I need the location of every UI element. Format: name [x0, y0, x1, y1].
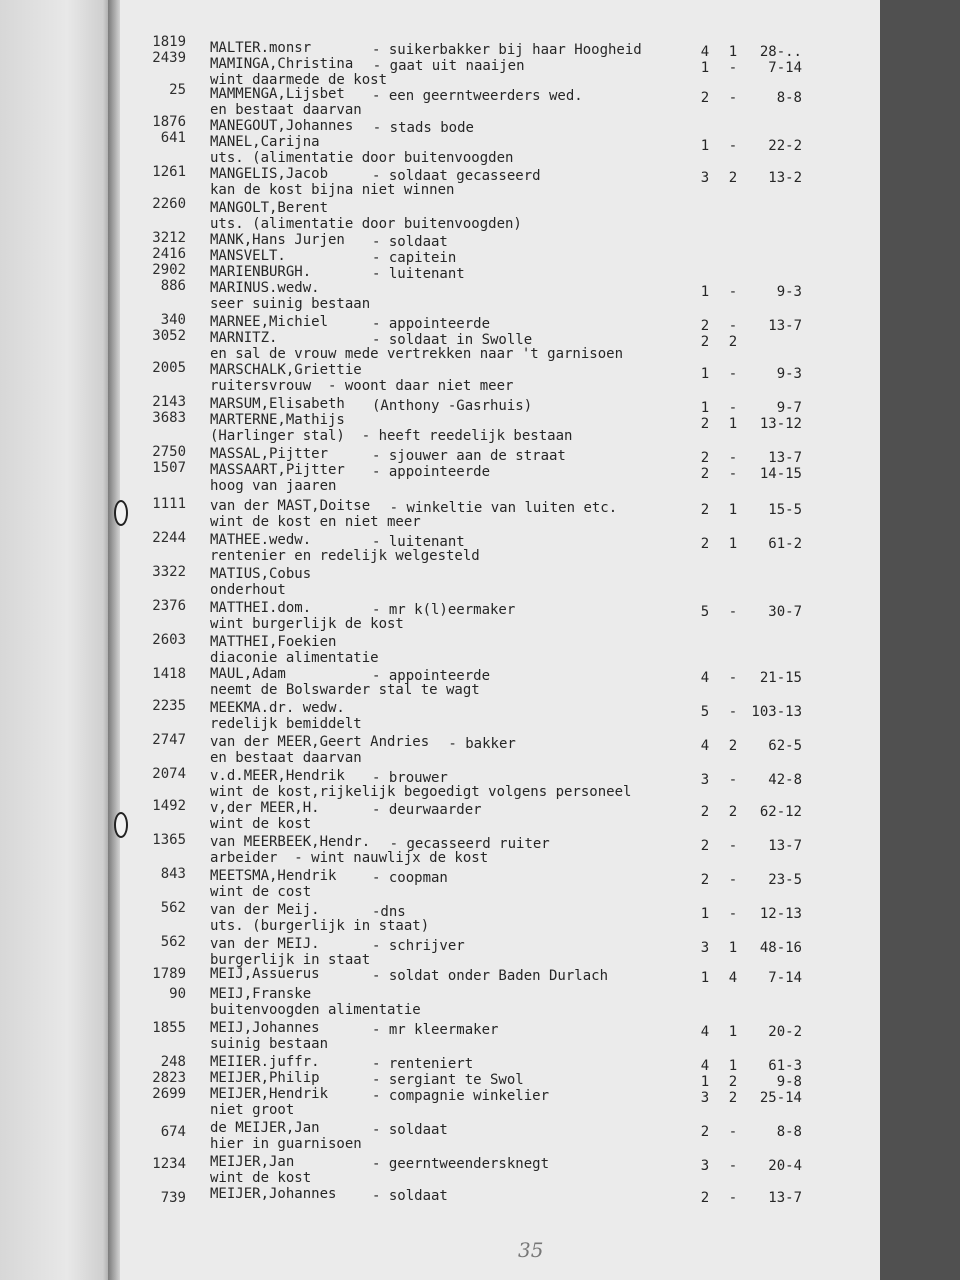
- entry-household: 2: [700, 804, 710, 820]
- entry-occupation: - geerntweendersknegt: [372, 1156, 550, 1172]
- entry-occupation: - brouwer: [372, 770, 448, 786]
- entry-name: van der Meij.: [210, 902, 320, 918]
- entry-number: 2902: [152, 262, 186, 278]
- entry-number: 90: [169, 986, 186, 1002]
- entry-note: ruitersvrouw - woont daar niet meer: [210, 378, 514, 394]
- entry-number: 3212: [152, 230, 186, 246]
- entry-number: 1261: [152, 164, 186, 180]
- entry-occupation: - gecasseerd ruiter: [389, 836, 550, 852]
- entry-household: 1: [700, 400, 710, 416]
- entry-occupation: - soldaat: [372, 1188, 448, 1204]
- entry-name: MARTERNE,Mathijs: [210, 412, 345, 428]
- entry-household: 4: [700, 1024, 710, 1040]
- entry-occupation: - schrijver: [372, 938, 465, 954]
- entry-amount: 13-7: [768, 1190, 802, 1206]
- entry-note: onderhout: [210, 582, 286, 598]
- entry-occupation: - luitenant: [372, 266, 465, 282]
- entry-number: 3683: [152, 410, 186, 426]
- entry-name: van der MEIJ.: [210, 936, 320, 952]
- entry-name: MANSVELT.: [210, 248, 286, 264]
- entry-occupation: - compagnie winkelier: [372, 1088, 550, 1104]
- entry-household: 3: [700, 1158, 710, 1174]
- entry-name: van der MEER,Geert Andries: [210, 734, 430, 750]
- entry-number: 2747: [152, 732, 186, 748]
- entry-name: MATIUS,Cobus: [210, 566, 312, 582]
- entry-note: wint de kost: [210, 1170, 312, 1186]
- entry-occupation: - suikerbakker bij haar Hoogheid: [372, 42, 642, 58]
- entry-children: 1: [728, 1058, 738, 1074]
- entry-children: 2: [728, 804, 738, 820]
- entry-children: 2: [728, 1074, 738, 1090]
- entry-number: 25: [169, 82, 186, 98]
- entry-amount: 62-12: [759, 804, 802, 820]
- entry-amount: 9-8: [776, 1074, 802, 1090]
- entry-amount: 103-13: [751, 704, 802, 720]
- entry-children: 1: [728, 502, 738, 518]
- entry-note: wint de kost en niet meer: [210, 514, 421, 530]
- left-page-edge: [0, 0, 112, 1280]
- entry-occupation: - sergiant te Swol: [372, 1072, 524, 1088]
- entry-name: MANK,Hans Jurjen: [210, 232, 345, 248]
- entry-amount: 23-5: [768, 872, 802, 888]
- entry-number: 2439: [152, 50, 186, 66]
- entry-children: -: [728, 1158, 738, 1174]
- entry-name: MATTHEI.dom.: [210, 600, 312, 616]
- entry-occupation: - appointeerde: [372, 316, 491, 332]
- entry-amount: 7-14: [768, 970, 802, 986]
- entry-household: 2: [700, 502, 710, 518]
- entry-number: 739: [160, 1190, 186, 1206]
- entry-note: neemt de Bolswarder stal te wagt: [210, 682, 480, 698]
- entry-number: 3322: [152, 564, 186, 580]
- entry-amount: 9-3: [776, 284, 802, 300]
- entry-amount: 8-8: [776, 1124, 802, 1140]
- entry-household: 2: [700, 90, 710, 106]
- entry-number: 2143: [152, 394, 186, 410]
- entry-children: -: [728, 450, 738, 466]
- entry-children: -: [728, 318, 738, 334]
- entry-name: MARINUS.wedw.: [210, 280, 320, 296]
- entry-number: 2416: [152, 246, 186, 262]
- entry-amount: 48-16: [759, 940, 802, 956]
- entry-children: 2: [728, 1090, 738, 1106]
- entry-occupation: - coopman: [372, 870, 448, 886]
- entry-occupation: - soldaat in Swolle: [372, 332, 533, 348]
- entry-number: 1819: [152, 34, 186, 50]
- entry-amount: 14-15: [759, 466, 802, 482]
- entry-name: MASSAL,Pijtter: [210, 446, 329, 462]
- entry-number: 248: [160, 1054, 186, 1070]
- entry-household: 1: [700, 1074, 710, 1090]
- entry-number: 2750: [152, 444, 186, 460]
- entry-name: MASSAART,Pijtter: [210, 462, 345, 478]
- entry-number: 340: [160, 312, 186, 328]
- entry-amount: 8-8: [776, 90, 802, 106]
- entry-note: buitenvoogden alimentatie: [210, 1002, 421, 1018]
- entry-children: -: [728, 872, 738, 888]
- entry-number: 2603: [152, 632, 186, 648]
- entry-number: 843: [160, 866, 186, 882]
- entry-note: kan de kost bijna niet winnen: [210, 182, 455, 198]
- entry-children: -: [728, 90, 738, 106]
- entry-note: en bestaat daarvan: [210, 750, 362, 766]
- entry-amount: 28-..: [759, 44, 802, 60]
- entry-occupation: - renteniert: [372, 1056, 474, 1072]
- entry-amount: 13-7: [768, 838, 802, 854]
- entry-note: wint de cost: [210, 884, 312, 900]
- entry-note: redelijk bemiddelt: [210, 716, 362, 732]
- entry-occupation: - mr kleermaker: [372, 1022, 499, 1038]
- entry-amount: 61-3: [768, 1058, 802, 1074]
- entry-name: MANEGOUT,Johannes: [210, 118, 354, 134]
- entry-name: MEIJER,Philip: [210, 1070, 320, 1086]
- entry-number: 2074: [152, 766, 186, 782]
- entry-name: MEEKMA.dr. wedw.: [210, 700, 345, 716]
- entry-household: 2: [700, 334, 710, 350]
- entry-household: 2: [700, 416, 710, 432]
- entry-name: MEIIER.juffr.: [210, 1054, 320, 1070]
- entry-occupation: - een geerntweerders wed.: [372, 88, 583, 104]
- entry-number: 1789: [152, 966, 186, 982]
- entry-number: 1234: [152, 1156, 186, 1172]
- entry-household: 1: [700, 284, 710, 300]
- entry-number: 2823: [152, 1070, 186, 1086]
- entry-household: 5: [700, 704, 710, 720]
- entry-amount: 25-14: [759, 1090, 802, 1106]
- entry-note: diaconie alimentatie: [210, 650, 379, 666]
- entry-household: 2: [700, 1124, 710, 1140]
- entry-name: MEIJER,Johannes: [210, 1186, 337, 1202]
- entry-amount: 20-2: [768, 1024, 802, 1040]
- entry-note: wint de kost,rijkelijk begoedigt volgens personeel: [210, 784, 632, 800]
- entry-household: 3: [700, 1090, 710, 1106]
- entry-number: 674: [160, 1124, 186, 1140]
- entry-children: -: [728, 772, 738, 788]
- entry-name: MARIENBURGH.: [210, 264, 312, 280]
- entry-occupation: - stads bode: [372, 120, 474, 136]
- entry-amount: 15-5: [768, 502, 802, 518]
- entry-children: -: [728, 1124, 738, 1140]
- entry-occupation: - appointeerde: [372, 668, 491, 684]
- entry-number: 2235: [152, 698, 186, 714]
- entry-amount: 13-12: [759, 416, 802, 432]
- entry-note: seer suinig bestaan: [210, 296, 371, 312]
- entry-number: 1111: [152, 496, 186, 512]
- entry-household: 2: [700, 872, 710, 888]
- entry-name: MEIJ,Assuerus: [210, 966, 320, 982]
- entry-name: MARNEE,Michiel: [210, 314, 329, 330]
- entry-number: 3052: [152, 328, 186, 344]
- entry-note: hoog van jaaren: [210, 478, 337, 494]
- entry-note: en sal de vrouw mede vertrekken naar 't garnisoen: [210, 346, 624, 362]
- entry-occupation: (Anthony -Gasrhuis): [372, 398, 533, 414]
- entry-children: -: [728, 704, 738, 720]
- entry-household: 2: [700, 838, 710, 854]
- entry-note: wint burgerlijk de kost: [210, 616, 404, 632]
- entry-amount: 30-7: [768, 604, 802, 620]
- entry-number: 2260: [152, 196, 186, 212]
- entry-occupation: - appointeerde: [372, 464, 491, 480]
- entry-amount: 62-5: [768, 738, 802, 754]
- entry-children: 2: [728, 334, 738, 350]
- entry-note: rentenier en redelijk welgesteld: [210, 548, 480, 564]
- entry-amount: 7-14: [768, 60, 802, 76]
- entry-children: 1: [728, 940, 738, 956]
- entry-children: -: [728, 466, 738, 482]
- entry-note: wint daarmede de kost: [210, 72, 388, 88]
- entry-occupation: - capitein: [372, 250, 457, 266]
- entry-amount: 22-2: [768, 138, 802, 154]
- entry-number: 1365: [152, 832, 186, 848]
- entry-household: 3: [700, 170, 710, 186]
- entry-note: burgerlijk in staat: [210, 952, 371, 968]
- entry-number: 886: [160, 278, 186, 294]
- entry-name: de MEIJER,Jan: [210, 1120, 320, 1136]
- entry-household: 1: [700, 970, 710, 986]
- entry-name: MARSUM,Elisabeth: [210, 396, 345, 412]
- entry-number: 562: [160, 934, 186, 950]
- entry-amount: 21-15: [759, 670, 802, 686]
- entry-name: MARSCHALK,Griettie: [210, 362, 362, 378]
- entry-household: 3: [700, 772, 710, 788]
- entry-note: wint de kost: [210, 816, 312, 832]
- entry-household: 2: [700, 466, 710, 482]
- entry-name: MANGELIS,Jacob: [210, 166, 329, 182]
- entry-name: MATTHEI,Foekien: [210, 634, 337, 650]
- entry-number: 1876: [152, 114, 186, 130]
- entry-occupation: - mr k(l)eermaker: [372, 602, 516, 618]
- entry-note: uts. (burgerlijk in staat): [210, 918, 430, 934]
- entry-name: MANEL,Carijna: [210, 134, 320, 150]
- entry-name: MATHEE.wedw.: [210, 532, 312, 548]
- entry-children: 1: [728, 1024, 738, 1040]
- entry-children: 1: [728, 416, 738, 432]
- entry-children: -: [728, 604, 738, 620]
- entry-number: 1492: [152, 798, 186, 814]
- entry-amount: 61-2: [768, 536, 802, 552]
- entry-children: 2: [728, 738, 738, 754]
- entry-amount: 9-7: [776, 400, 802, 416]
- entry-occupation: - luitenant: [372, 534, 465, 550]
- entry-children: -: [728, 284, 738, 300]
- entry-amount: 12-13: [759, 906, 802, 922]
- entry-occupation: - deurwaarder: [372, 802, 482, 818]
- entry-children: -: [728, 906, 738, 922]
- entry-occupation: - sjouwer aan de straat: [372, 448, 566, 464]
- entry-occupation: - soldaat: [372, 234, 448, 250]
- entry-occupation: - soldaat gecasseerd: [372, 168, 541, 184]
- entry-household: 2: [700, 450, 710, 466]
- entry-name: MEIJER,Jan: [210, 1154, 295, 1170]
- entry-household: 1: [700, 906, 710, 922]
- entry-household: 3: [700, 940, 710, 956]
- entry-name: van MEERBEEK,Hendr.: [210, 834, 371, 850]
- entry-number: 562: [160, 900, 186, 916]
- entry-household: 5: [700, 604, 710, 620]
- entry-amount: 20-4: [768, 1158, 802, 1174]
- entry-children: -: [728, 838, 738, 854]
- entry-name: MAMMENGA,Lijsbet: [210, 86, 345, 102]
- entry-occupation: -dns: [372, 904, 406, 920]
- entry-amount: 9-3: [776, 366, 802, 382]
- entry-children: -: [728, 1190, 738, 1206]
- entry-children: 4: [728, 970, 738, 986]
- entry-children: 2: [728, 170, 738, 186]
- entry-note: hier in guarnisoen: [210, 1136, 362, 1152]
- entry-number: 2244: [152, 530, 186, 546]
- entry-household: 2: [700, 1190, 710, 1206]
- entry-note: uts. (alimentatie door buitenvoogden: [210, 150, 514, 166]
- entry-note: suinig bestaan: [210, 1036, 329, 1052]
- entry-note: arbeider - wint nauwlijx de kost: [210, 850, 489, 866]
- entry-number: 1855: [152, 1020, 186, 1036]
- entry-household: 4: [700, 1058, 710, 1074]
- entry-household: 2: [700, 536, 710, 552]
- entry-name: MEETSMA,Hendrik: [210, 868, 337, 884]
- entry-children: -: [728, 400, 738, 416]
- entry-name: MEIJ,Franske: [210, 986, 312, 1002]
- background-edge: [880, 0, 960, 1280]
- entry-children: -: [728, 138, 738, 154]
- entry-occupation: - bakker: [448, 736, 516, 752]
- entry-amount: 13-2: [768, 170, 802, 186]
- entry-name: MARNITZ.: [210, 330, 278, 346]
- entry-household: 1: [700, 138, 710, 154]
- entry-name: v.d.MEER,Hendrik: [210, 768, 345, 784]
- entry-children: 1: [728, 536, 738, 552]
- entry-household: 2: [700, 318, 710, 334]
- entry-name: MAMINGA,Christina: [210, 56, 354, 72]
- entry-children: -: [728, 60, 738, 76]
- entry-note: niet groot: [210, 1102, 295, 1118]
- entry-occupation: - winkeltie van luiten etc.: [389, 500, 618, 516]
- entry-name: MEIJ,Johannes: [210, 1020, 320, 1036]
- entry-household: 4: [700, 44, 710, 60]
- entry-number: 1507: [152, 460, 186, 476]
- entry-children: -: [728, 670, 738, 686]
- entry-occupation: - soldaat: [372, 1122, 448, 1138]
- entry-household: 1: [700, 60, 710, 76]
- entry-number: 2699: [152, 1086, 186, 1102]
- entry-amount: 13-7: [768, 450, 802, 466]
- entry-children: 1: [728, 44, 738, 60]
- entry-household: 4: [700, 738, 710, 754]
- entry-number: 641: [160, 130, 186, 146]
- entry-note: uts. (alimentatie door buitenvoogden): [210, 216, 522, 232]
- entry-amount: 42-8: [768, 772, 802, 788]
- entry-occupation: - gaat uit naaijen: [372, 58, 525, 74]
- entry-number: 2005: [152, 360, 186, 376]
- entry-number: 1418: [152, 666, 186, 682]
- entry-name: MAUL,Adam: [210, 666, 286, 682]
- entry-name: v,der MEER,H.: [210, 800, 320, 816]
- entry-note: (Harlinger stal) - heeft reedelijk bestaan: [210, 428, 573, 444]
- entry-name: MALTER.monsr: [210, 40, 312, 56]
- entry-name: MEIJER,Hendrik: [210, 1086, 329, 1102]
- entry-name: MANGOLT,Berent: [210, 200, 329, 216]
- entry-household: 1: [700, 366, 710, 382]
- entry-occupation: - soldat onder Baden Durlach: [372, 968, 609, 984]
- entry-note: en bestaat daarvan: [210, 102, 362, 118]
- entry-household: 4: [700, 670, 710, 686]
- entry-name: van der MAST,Doitse: [210, 498, 371, 514]
- entry-number: 2376: [152, 598, 186, 614]
- entry-children: -: [728, 366, 738, 382]
- entry-amount: 13-7: [768, 318, 802, 334]
- page-number: 35: [518, 1238, 544, 1262]
